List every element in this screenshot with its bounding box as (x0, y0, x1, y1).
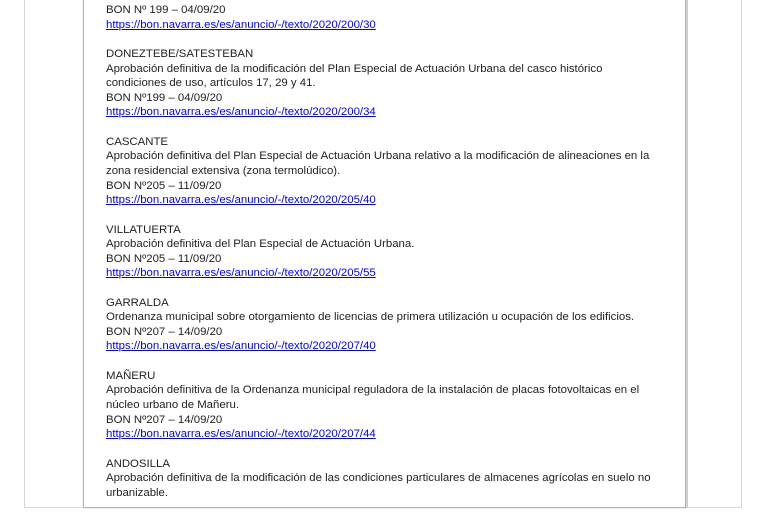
announcement-link[interactable]: https://bon.navarra.es/es/anuncio/-/texto/2020/205/40 (106, 194, 376, 207)
list-item (106, 135, 691, 208)
municipality-name: MAÑERU (106, 369, 156, 382)
bon-reference: BON Nº 199 – 04/09/20 (106, 4, 226, 16)
list-item (106, 296, 691, 354)
municipality-name: CASCANTE (106, 135, 169, 148)
bon-reference: BON Nº205 – 11/09/20 (106, 252, 222, 265)
announcement-link[interactable]: https://bon.navarra.es/es/anuncio/-/texto/2020/207/40 (106, 340, 376, 353)
bon-reference: BON Nº205 – 11/09/20 (106, 179, 222, 192)
list-item (106, 369, 691, 442)
bon-reference: BON Nº207 – 14/09/20 (106, 325, 223, 338)
list-item (106, 457, 691, 501)
announcement-description: Aprobación definitiva del Plan Especial de Actuación Urbana relativo a la modificación de alineaciones en la zona residencial extensiva (zona termolúdico). (106, 150, 650, 177)
announcement-link[interactable]: https://bon.navarra.es/es/anuncio/-/texto/2020/200/34 (106, 106, 376, 119)
announcement-link[interactable]: https://bon.navarra.es/es/anuncio/-/texto/2020/207/44 (106, 428, 376, 441)
municipality-name: GARRALDA (106, 296, 169, 309)
announcement-description: Aprobación definitiva de la modificación del Plan Especial de Actuación Urbana del casco histórico condiciones de uso, artículos 17, 29 y 41. (106, 62, 603, 90)
announcement-description: Aprobación definitiva de la Ordenanza municipal reguladora de la instalación de placas fotovoltaicas en el núcleo urbano de Mañeru. (106, 384, 640, 412)
announcement-link[interactable]: https://bon.navarra.es/es/anuncio/-/texto/2020/205/55 (106, 267, 376, 280)
announcement-description: Ordenanza municipal sobre otorgamiento de licencias de primera utilización u ocupación de los edificios. (106, 311, 635, 324)
list-item (106, 47, 691, 120)
announcement-description: Aprobación definitiva del Plan Especial de Actuación Urbana. (106, 238, 415, 251)
municipality-name: DONEZTEBE/SATESTEBAN (106, 47, 254, 60)
list-item (106, 3, 691, 32)
bon-reference: BON Nº199 – 04/09/20 (106, 91, 223, 104)
bon-reference: BON Nº207 – 14/09/20 (106, 413, 223, 426)
document-content (106, 3, 691, 515)
announcement-description: Aprobación definitiva de la modificación de las condiciones particulares de almacenes agrícolas en suelo no urbanizable. (106, 472, 651, 499)
municipality-name: ANDOSILLA (106, 457, 170, 470)
announcement-link[interactable]: https://bon.navarra.es/es/anuncio/-/texto/2020/200/30 (106, 18, 376, 31)
list-item (106, 223, 691, 281)
municipality-name: VILLATUERTA (106, 223, 181, 236)
